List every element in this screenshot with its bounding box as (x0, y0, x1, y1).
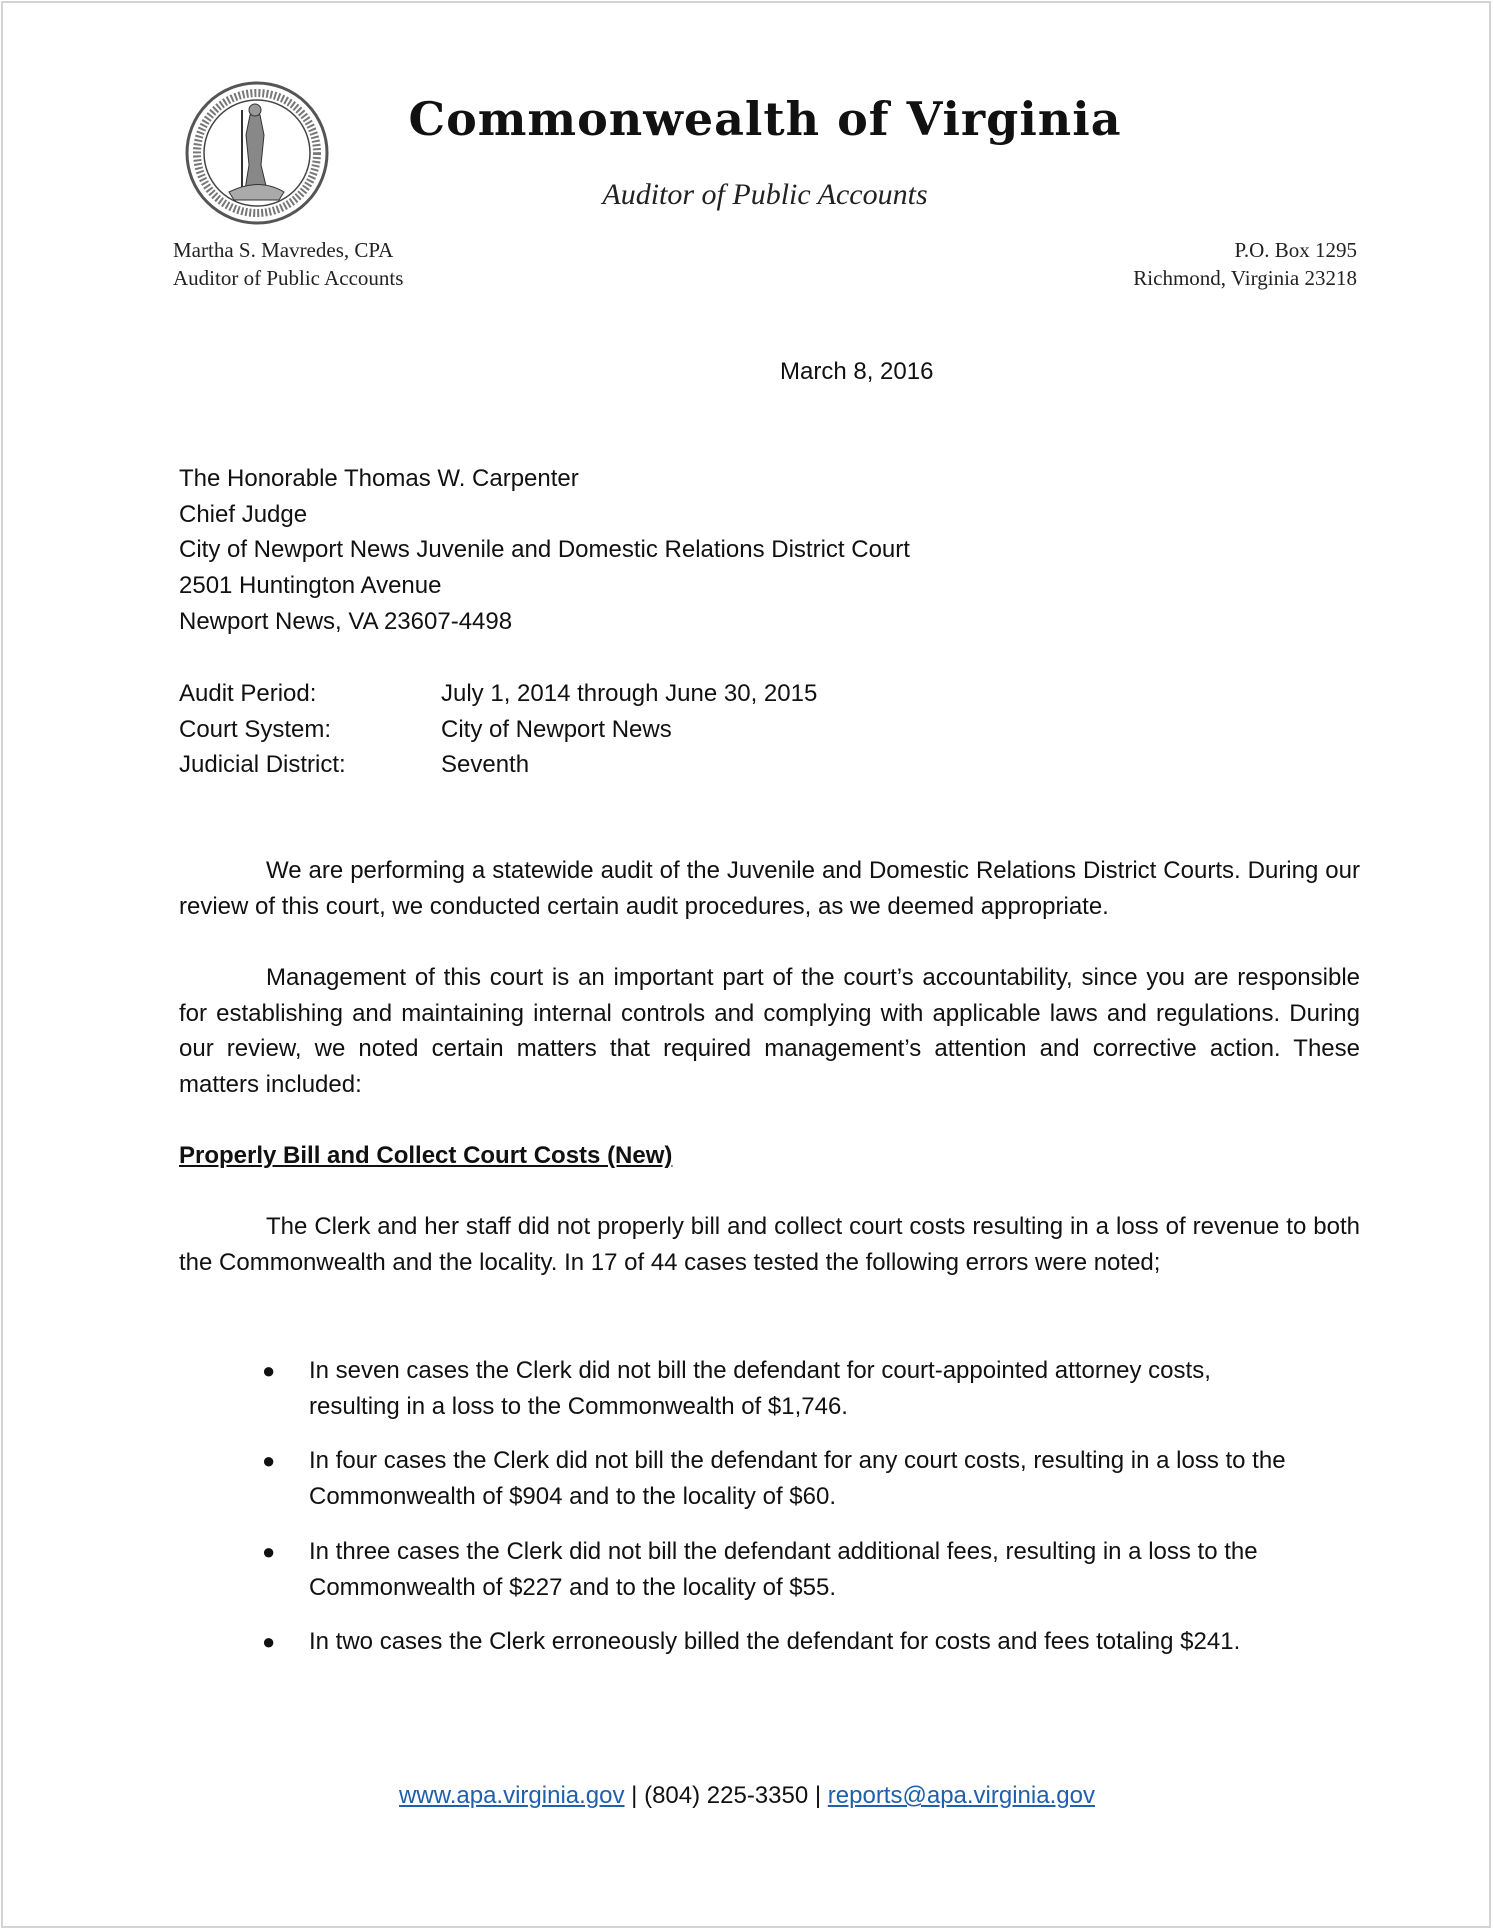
recipient-line: Chief Judge (179, 500, 308, 528)
letterhead-subtitle: Auditor of Public Accounts (602, 178, 928, 211)
list-item: ● In four cases the Clerk did not bill the defendant for any court costs, resulting in a loss to the Commonwealth of $904 and to the locality of $60. (262, 1443, 1296, 1514)
phone-number: (804) 225-3350 (644, 1782, 809, 1809)
findings-list (262, 1353, 1296, 1679)
paragraph-text: The Clerk and her staff did not properly bill and collect court costs resulting in a loss of revenue to both the Commonwealth and the locality. In 17 of 44 cases tested the following errors were noted; (179, 1213, 1360, 1276)
audit-value: Seventh (441, 751, 530, 779)
auditor-name: Martha S. Mavredes, CPA (173, 238, 394, 262)
audit-info-row (179, 676, 817, 712)
audit-info (179, 676, 817, 783)
audit-label: Audit Period: (179, 680, 317, 707)
virginia-seal-icon (184, 80, 330, 226)
recipient-line: The Honorable Thomas W. Carpenter (179, 465, 579, 492)
intro-paragraph (179, 853, 1360, 924)
management-paragraph (179, 960, 1360, 1103)
separator: | (808, 1782, 828, 1809)
audit-label: Court System: (179, 715, 332, 743)
office-address-block (1133, 236, 1357, 292)
paragraph-text: Management of this court is an important part of the court’s accountability, since you are responsible for establishing and maintaining internal controls and complying with applicable laws and regulations. During our review, we noted certain matters that required management’s attention and corrective action. These matters included: (179, 964, 1360, 1099)
audit-info-row (179, 712, 817, 748)
bullet-icon: ● (262, 1538, 276, 1564)
footer (0, 1782, 1494, 1810)
recipient-line: 2501 Huntington Avenue (179, 572, 442, 600)
recipient-address (179, 461, 910, 640)
recipient-line: City of Newport News Juvenile and Domestic Relations District Court (179, 536, 910, 564)
audit-value: July 1, 2014 through June 30, 2015 (441, 680, 818, 707)
separator: | (624, 1782, 645, 1809)
list-item: ● In seven cases the Clerk did not bill the defendant for court-appointed attorney costs, resulting in a loss to the Commonwealth of $1,746. (262, 1353, 1296, 1424)
list-item: ● In two cases the Clerk erroneously billed the defendant for costs and fees totaling $241. (262, 1624, 1296, 1660)
audit-info-row (179, 747, 817, 783)
letterhead-title: Commonwealth of Virginia (408, 92, 1122, 146)
bullet-icon: ● (262, 1448, 276, 1474)
list-item: ● In three cases the Clerk did not bill the defendant additional fees, resulting in a loss to the Commonwealth of $227 and to the locality of $55. (262, 1534, 1296, 1605)
city-state: Richmond, Virginia 23218 (1133, 266, 1357, 290)
section-heading: Properly Bill and Collect Court Costs (New) (179, 1142, 673, 1169)
auditor-title: Auditor of Public Accounts (173, 266, 404, 290)
website-link[interactable]: www.apa.virginia.gov (399, 1782, 625, 1809)
auditor-name-block (173, 236, 403, 292)
paragraph-text: We are performing a statewide audit of the Juvenile and Domestic Relations District Courts. During our review of this court, we conducted certain audit procedures, as we deemed appropriate. (179, 857, 1360, 920)
audit-value: City of Newport News (441, 715, 672, 743)
bullet-icon: ● (262, 1358, 276, 1383)
letter-date: March 8, 2016 (780, 358, 934, 385)
bullet-icon: ● (262, 1629, 276, 1655)
email-link[interactable]: reports@apa.virginia.gov (827, 1782, 1095, 1809)
section-paragraph (179, 1209, 1360, 1280)
po-box: P.O. Box 1295 (1234, 238, 1357, 262)
audit-label: Judicial District: (179, 751, 346, 779)
recipient-line: Newport News, VA 23607-4498 (179, 607, 513, 635)
